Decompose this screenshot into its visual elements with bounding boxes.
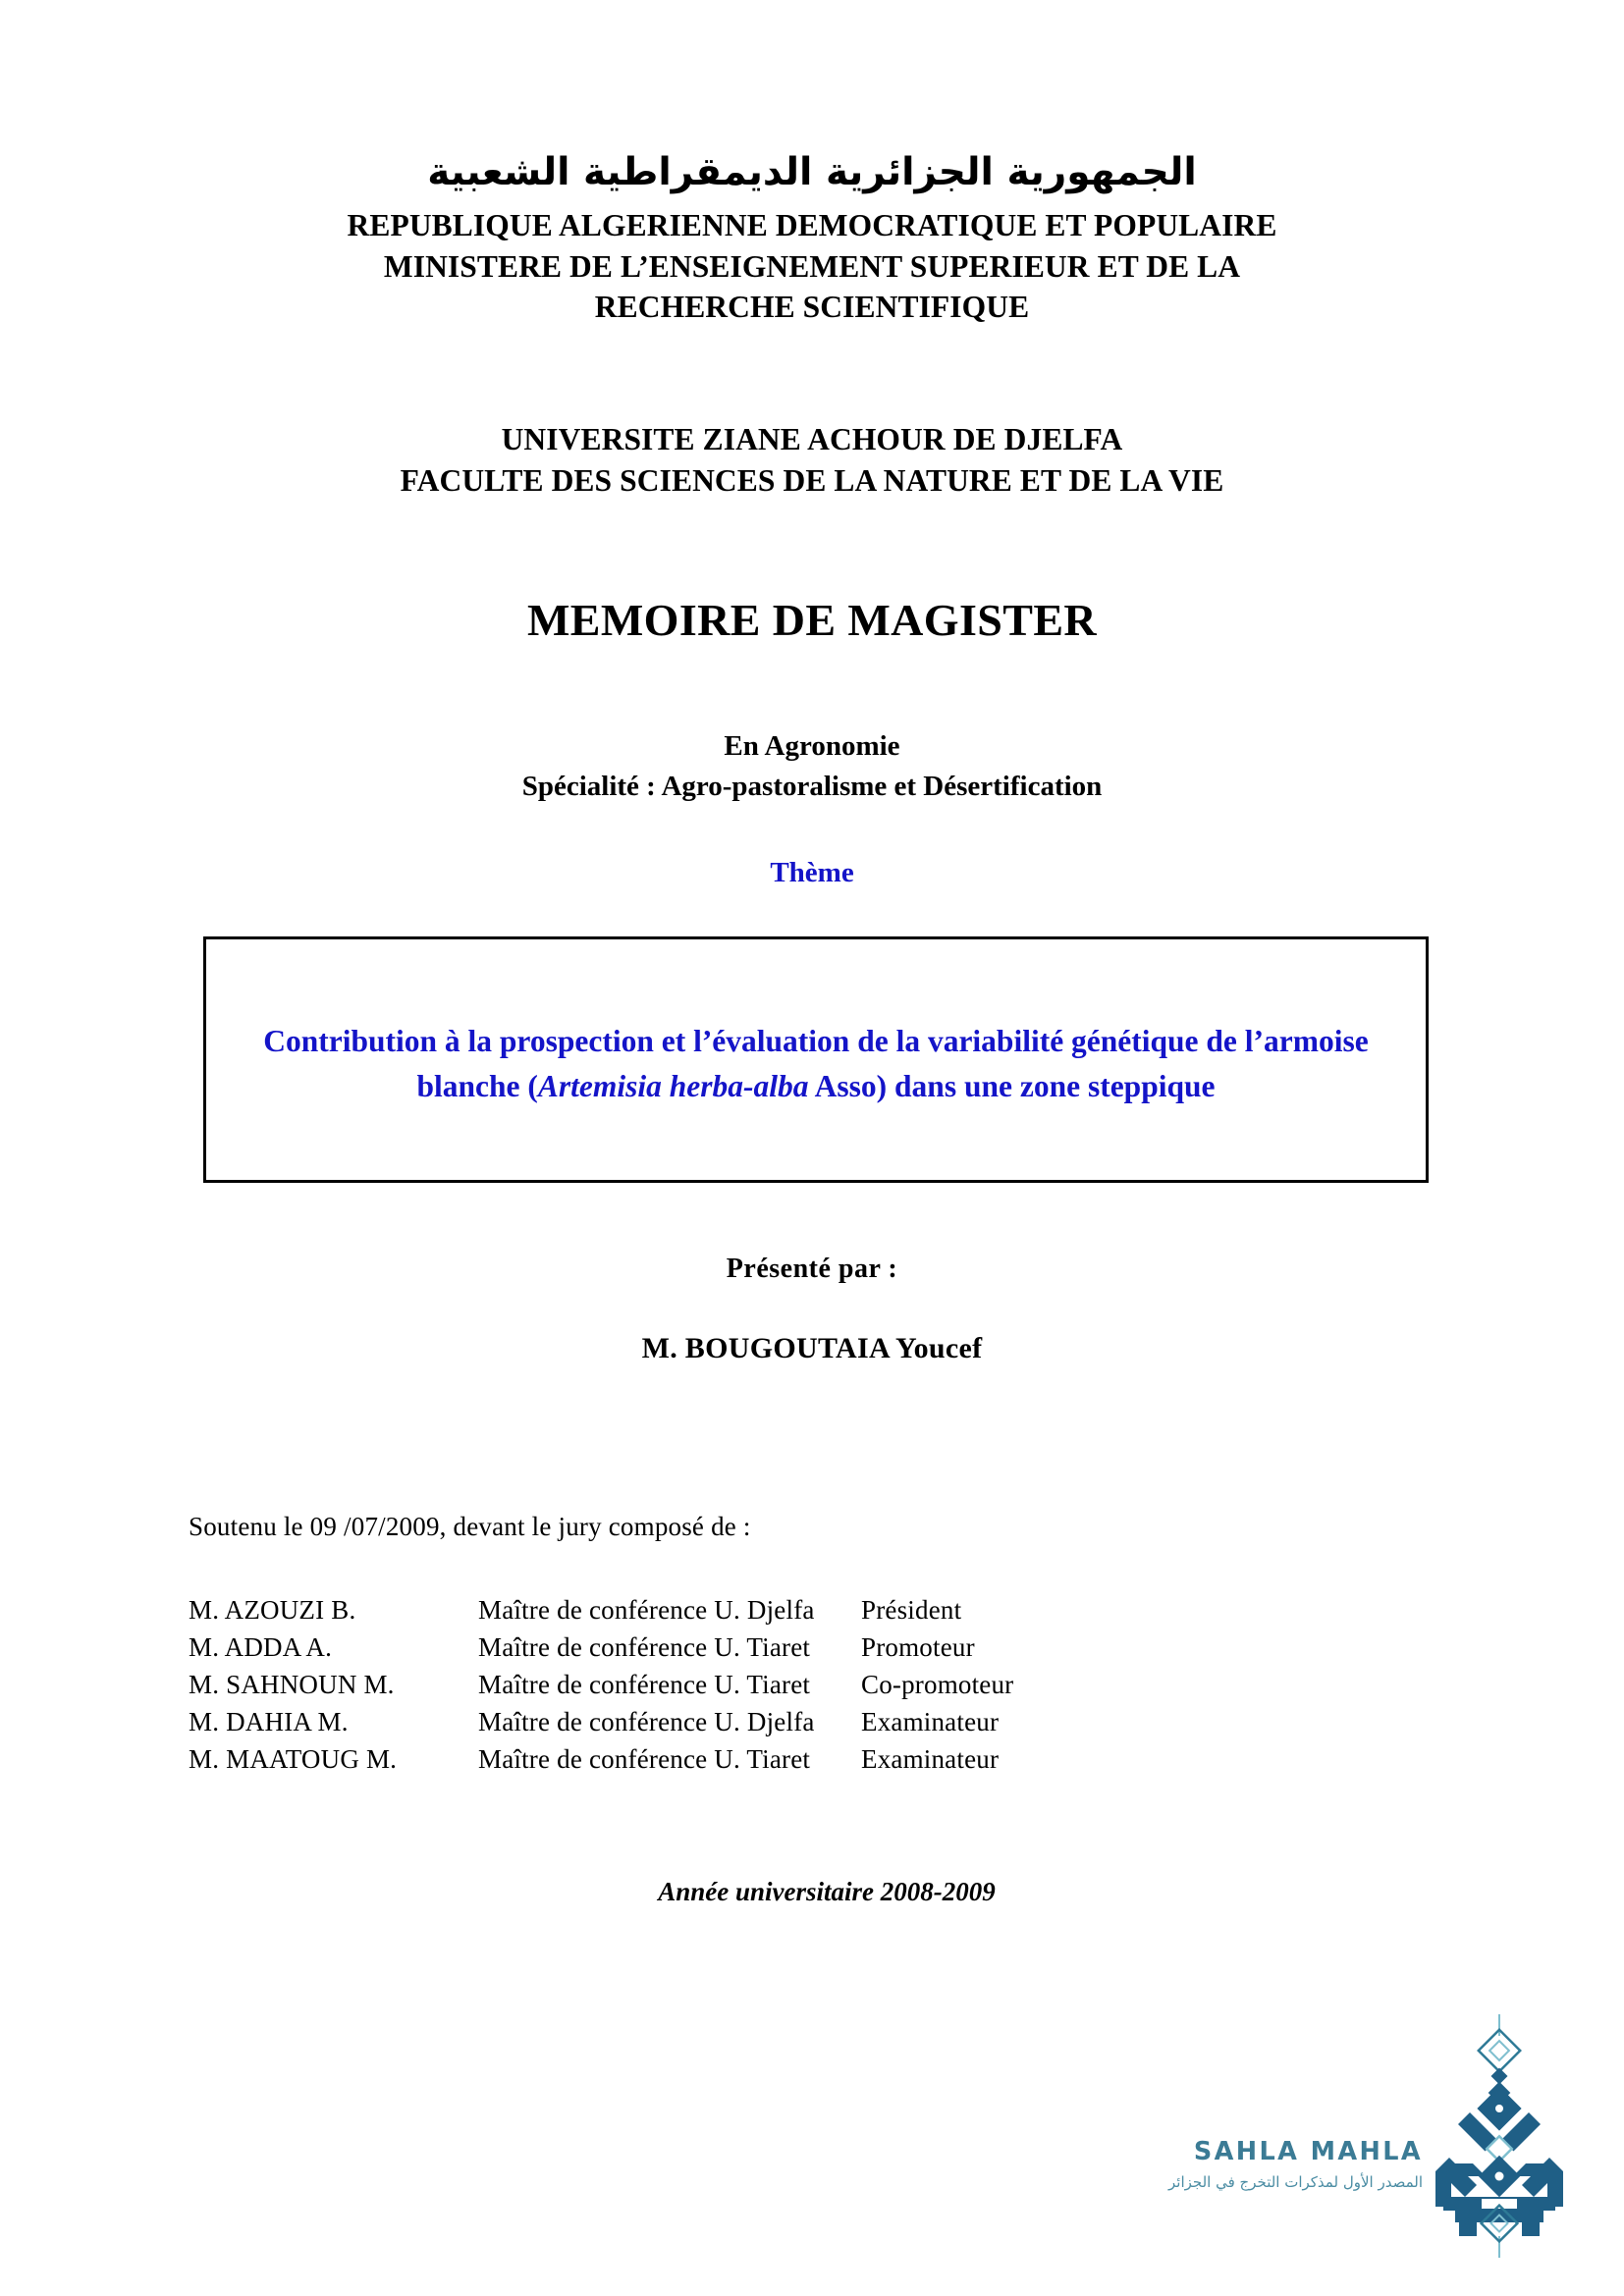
degree-specialty: Spécialité : Agro-pastoralisme et Désertification [521, 771, 1103, 803]
degree-specialty-block [0, 726, 1624, 807]
theme-label: Thème [770, 857, 854, 888]
degree-title: MEMOIRE DE MAGISTER [526, 595, 1098, 645]
ministry-title-line1: MINISTERE DE L’ENSEIGNEMENT SUPERIEUR ET DE LA [383, 248, 1241, 284]
author-name: M. BOUGOUTAIA Youcef [641, 1332, 983, 1364]
jury-member-grade: Maître de conférence U. Tiaret [478, 1670, 811, 1699]
table-row [189, 1632, 1116, 1670]
table-row [189, 1595, 1116, 1632]
academic-year: Année universitaire 2008-2009 [658, 1877, 996, 1906]
thesis-title-part1: Contribution à la prospection et l’évaluation de la variabilité génétique de l’armoise blanche ( [263, 1024, 1369, 1103]
jury-member-grade: Maître de conférence U. Djelfa [478, 1707, 815, 1736]
logo-tagline: المصدر الأول لمذكرات التخرج في الجزائر [1168, 2172, 1423, 2191]
jury-member-role: Examinateur [861, 1744, 1000, 1774]
republic-title: REPUBLIQUE ALGERIENNE DEMOCRATIQUE ET POPULAIRE [347, 207, 1277, 242]
table-row [189, 1744, 1116, 1782]
university-header [0, 419, 1624, 502]
logo-wordmark: SAHLA MAHLA [1193, 2137, 1423, 2166]
thesis-title-part2: Asso) dans une zone steppique [808, 1068, 1216, 1103]
jury-member-role: Co-promoteur [861, 1670, 1014, 1699]
jury-member-role: Promoteur [861, 1632, 975, 1662]
jury-member-name: M. AZOUZI B. [189, 1595, 356, 1625]
university-name: UNIVERSITE ZIANE ACHOUR DE DJELFA [501, 422, 1123, 456]
sahla-mahla-logo [1163, 2002, 1575, 2268]
jury-member-name: M. MAATOUG M. [189, 1744, 398, 1774]
arabic-republic-title: الجمهورية الجزائرية الديمقراطية الشعبية [427, 150, 1197, 194]
degree-field: En Agronomie [724, 730, 900, 762]
national-header [0, 147, 1624, 328]
jury-member-name: M. ADDA A. [189, 1632, 333, 1662]
thesis-title-species: Artemisia herba-alba [537, 1068, 809, 1103]
theme-box [203, 936, 1429, 1183]
presented-by-label: Présenté par : [726, 1254, 898, 1284]
arabic-calligraphy-logo-icon [1426, 2014, 1573, 2258]
jury-table-body [189, 1595, 1116, 1782]
jury-member-grade: Maître de conférence U. Djelfa [478, 1595, 815, 1625]
ministry-title-line2: RECHERCHE SCIENTIFIQUE [594, 290, 1030, 325]
defense-statement: Soutenu le 09 /07/2009, devant le jury composé de : [189, 1512, 751, 1541]
jury-member-name: M. DAHIA M. [189, 1707, 349, 1736]
table-row [189, 1707, 1116, 1744]
jury-member-role: Président [861, 1595, 962, 1625]
faculty-name: FACULTE DES SCIENCES DE LA NATURE ET DE LA VIE [400, 462, 1224, 498]
jury-member-grade: Maître de conférence U. Tiaret [478, 1632, 811, 1662]
table-row [189, 1670, 1116, 1707]
thesis-title [255, 1011, 1378, 1108]
jury-member-role: Examinateur [861, 1707, 1000, 1736]
jury-table [189, 1595, 1116, 1782]
logo-text-group [1163, 2137, 1423, 2193]
jury-member-grade: Maître de conférence U. Tiaret [478, 1744, 811, 1774]
jury-member-name: M. SAHNOUN M. [189, 1670, 395, 1699]
